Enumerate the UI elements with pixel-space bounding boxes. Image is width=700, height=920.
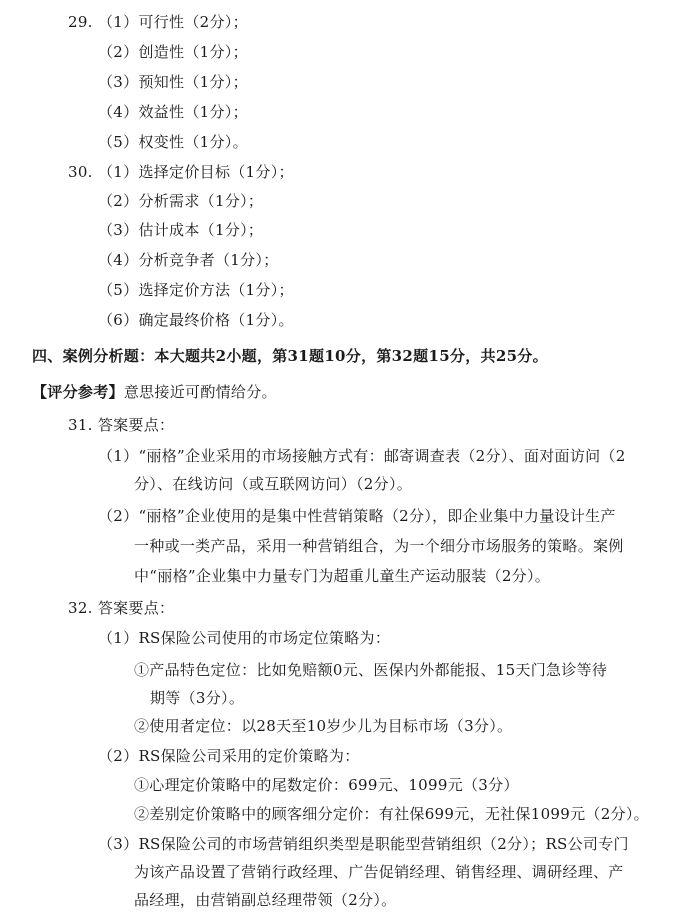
section-heading: 四、案例分析题：本大题共2小题，第31题10分，第32题15分，共25分。 (32, 347, 548, 365)
q32-s2-heading: （2）RS保险公司采用的定价策略为： (98, 747, 360, 765)
q32-s3-line-2: 为该产品设置了营销行政经理、广告促销经理、销售经理、调研经理、产 (134, 863, 624, 881)
q30-item-3: （3）估计成本（1分）； (98, 221, 264, 239)
q30-item-4: （4）分析竞争者（1分）； (98, 251, 279, 269)
q30-item-5: （5）选择定价方法（1分）； (98, 281, 294, 299)
q32-s1-b: ②使用者定位：以28天至10岁少儿为目标市场（3分）。 (134, 717, 513, 735)
q29-item-1: （1）可行性（2分）； (98, 13, 248, 31)
q31-p2-line-1: （2）“丽格”企业使用的是集中性营销策略（2分），即企业集中力量设计生产 (98, 507, 616, 525)
q32-s1-a-line-1: ①产品特色定位：比如免赔额0元、医保内外都能报、15天门急诊等待 (134, 661, 608, 679)
q30-item-1: （1）选择定价目标（1分）； (98, 163, 294, 181)
q32-s1-heading: （1）RS保险公司使用的市场定位策略为： (98, 629, 391, 647)
grading-reference (32, 382, 277, 402)
q29-item-2: （2）创造性（1分）； (98, 43, 248, 61)
q32-s3-line-3: 品经理，由营销副总经理带领（2分）。 (134, 891, 397, 909)
q32-s1-a-line-2: 期等（3分）。 (150, 689, 245, 707)
q29-item-3: （3）预知性（1分）； (98, 73, 248, 91)
reference-label: 【评分参考】 (32, 383, 124, 401)
q31-p2-line-3: 中“丽格”企业集中力量专门为超重儿童生产运动服装（2分）。 (134, 567, 551, 585)
q29-item-4: （4）效益性（1分）； (98, 103, 248, 121)
q31-p1-line-1: （1）“丽格”企业采用的市场接触方式有：邮寄调查表（2分）、面对面访问（2 (98, 447, 626, 465)
q31-title: 31. 答案要点： (68, 416, 175, 434)
q30-item-2: （2）分析需求（1分）； (98, 192, 264, 210)
reference-text: 意思接近可酌情给分。 (123, 383, 277, 401)
q31-p2-line-2: 一种或一类产品，采用一种营销组合，为一个细分市场服务的策略。案例 (134, 537, 624, 555)
q29-number: 29. (68, 13, 93, 31)
q32-s2-a: ①心理定价策略中的尾数定价：699元、1099元（3分） (134, 776, 519, 794)
q32-s2-b: ②差别定价策略中的顾客细分定价：有社保699元，无社保1099元（2分）。 (134, 805, 649, 823)
q31-p1-line-2: 分）、在线访问（或互联网访问）（2分）。 (134, 475, 413, 493)
q30-number: 30. (68, 163, 93, 181)
q29-item-5: （5）权变性（1分）。 (98, 133, 248, 151)
q32-s3-line-1: （3）RS保险公司的市场营销组织类型是职能型营销组织（2分）；RS公司专门 (98, 835, 629, 853)
q30-item-6: （6）确定最终价格（1分）。 (98, 311, 294, 329)
q32-title: 32. 答案要点： (68, 599, 175, 617)
